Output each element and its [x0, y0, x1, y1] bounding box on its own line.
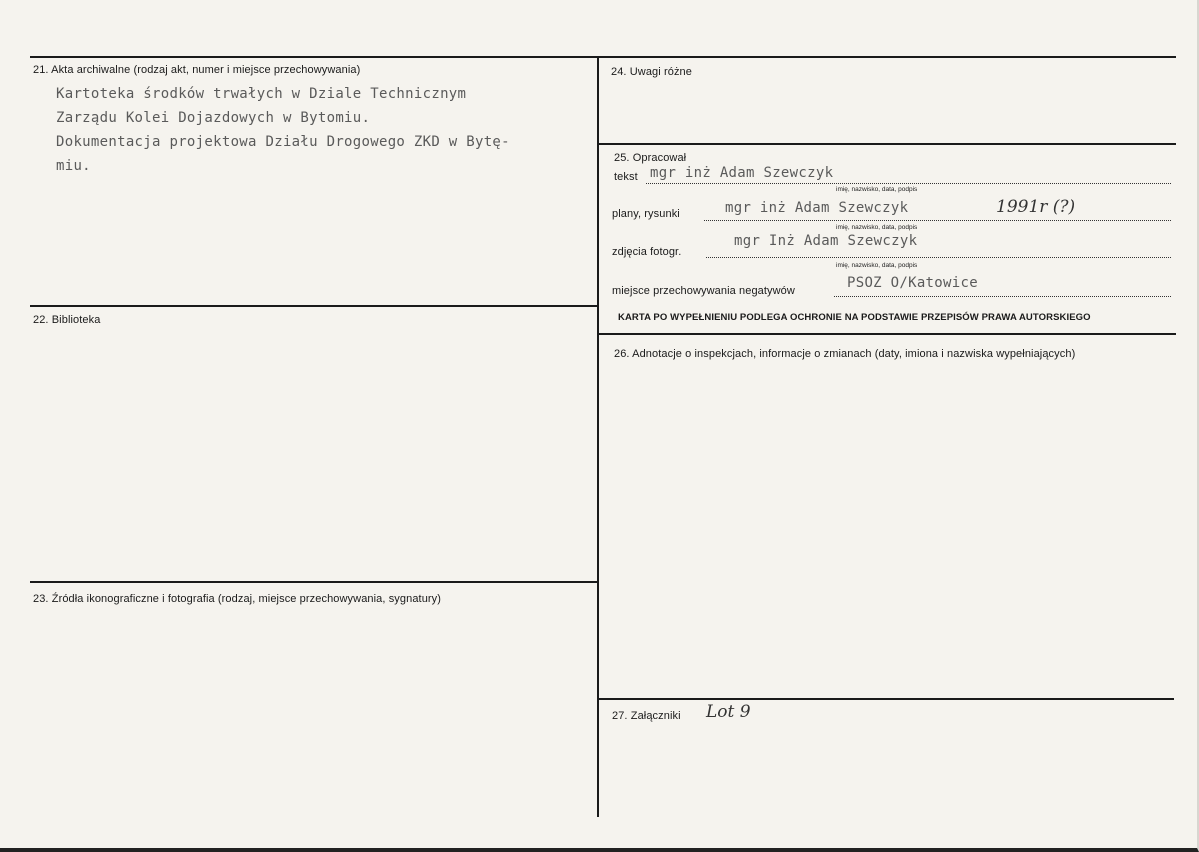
tekst-dotline — [646, 183, 1171, 184]
section-22-label: 22. Biblioteka — [33, 314, 101, 326]
archives-line: Zarządu Kolei Dojazdowych w Bytomiu. — [56, 110, 371, 126]
tekst-caption: imię, nazwisko, data, podpis — [836, 186, 918, 193]
top-rule — [30, 56, 1176, 58]
section-23-label: 23. Źródła ikonograficzne i fotografia (rodzaj, miejsce przechowywania, sygnatury) — [33, 593, 442, 605]
rule-24-25 — [598, 143, 1176, 145]
negatywy-dotline — [834, 296, 1171, 297]
section-25-label: 25. Opracował — [614, 152, 687, 164]
plany-label: plany, rysunki — [612, 208, 680, 220]
zdjecia-label: zdjęcia fotogr. — [612, 246, 682, 258]
zdjecia-caption: imię, nazwisko, data, podpis — [836, 262, 918, 269]
attachments-value: Lot 9 — [706, 702, 751, 722]
negatywy-label: miejsce przechowywania negatywów — [612, 285, 795, 297]
plany-value: mgr inż Adam Szewczyk — [725, 200, 909, 216]
section-27-label: 27. Załączniki — [612, 710, 681, 722]
zdjecia-value: mgr Inż Adam Szewczyk — [734, 233, 918, 249]
section-26-label: 26. Adnotacje o inspekcjach, informacje o zmianach (daty, imiona i nazwiska wypełniających) — [614, 348, 1076, 360]
section-21-label: 21. Akta archiwalne (rodzaj akt, numer i miejsce przechowywania) — [33, 64, 361, 76]
plany-caption: imię, nazwisko, data, podpis — [836, 224, 918, 231]
center-divider — [597, 56, 599, 817]
rule-21-22 — [30, 305, 598, 307]
zdjecia-dotline — [706, 257, 1171, 258]
archives-line: Kartoteka środków trwałych w Dziale Technicznym — [56, 86, 467, 102]
tekst-value: mgr inż Adam Szewczyk — [650, 165, 834, 181]
plany-dotline — [704, 220, 1171, 221]
section-21-archives-text — [56, 82, 510, 178]
negatywy-value: PSOZ O/Katowice — [847, 275, 978, 291]
copyright-notice: KARTA PO WYPEŁNIENIU PODLEGA OCHRONIE NA PODSTAWIE PRZEPISÓW PRAWA AUTORSKIEGO — [618, 312, 1091, 323]
plany-signature: 1991r (?) — [996, 197, 1076, 217]
tekst-label: tekst — [614, 171, 638, 183]
archives-line: miu. — [56, 158, 91, 174]
rule-25-26 — [598, 333, 1176, 335]
section-24-label: 24. Uwagi różne — [611, 66, 692, 78]
archives-line: Dokumentacja projektowa Działu Drogowego ZKD w Bytę- — [56, 134, 510, 150]
rule-26-27 — [598, 698, 1174, 700]
rule-22-23 — [30, 581, 598, 583]
